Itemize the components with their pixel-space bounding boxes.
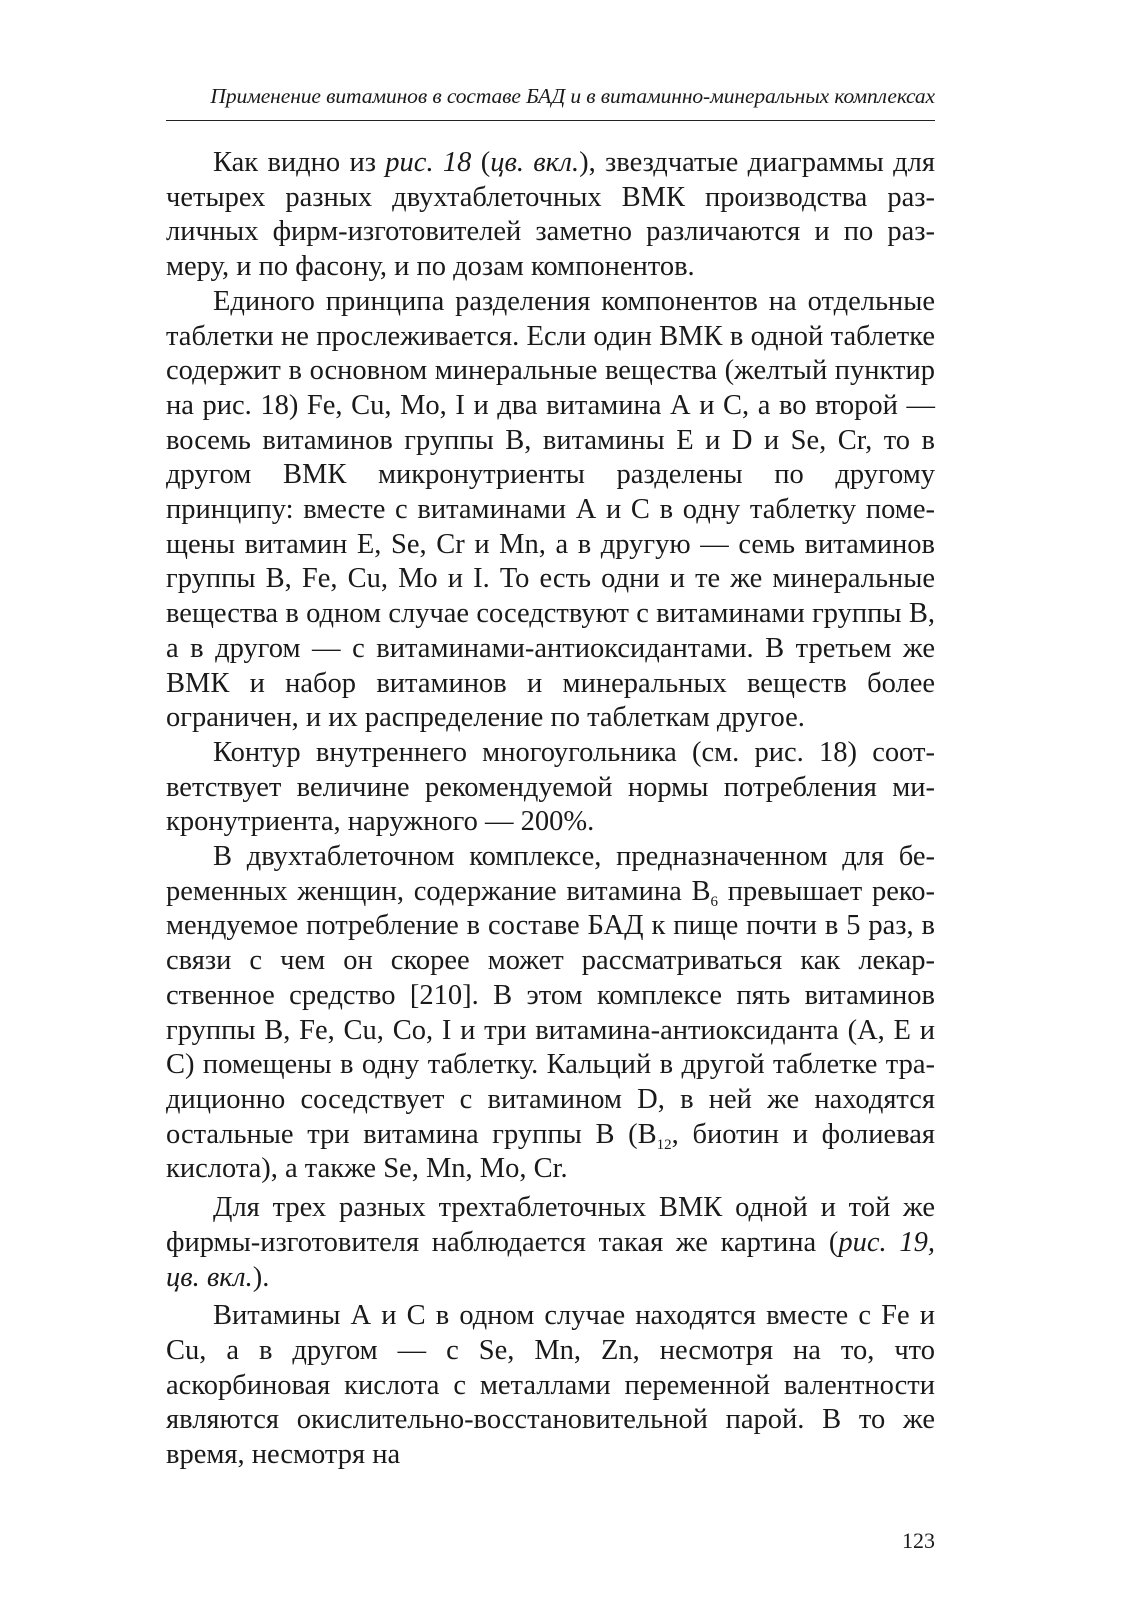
header-rule (166, 120, 935, 121)
paragraph (166, 1191, 935, 1295)
text-run: Витамины А и С в одном случае находятся вместе с Fe и Cu, а в другом — с Se, Mn, Zn, несмотря на то, что аскорбиновая кислота с металлами переменной валентности являются окислительно-восстановительной парой. В то же время, несмотря на (166, 1300, 935, 1471)
text-run: В двухтаблеточном комплексе, предназначенном для беременных женщин, содержание витамина В (166, 841, 935, 907)
subscript: 6 (710, 893, 719, 910)
text-run: Как видно из (213, 147, 386, 178)
italic-reference: рис. 18 (385, 147, 472, 178)
italic-reference: цв. вкл. (490, 147, 580, 178)
running-header: Применение витаминов в составе БАД и в витаминно-минеральных комплексах (210, 84, 935, 108)
body-text (166, 146, 935, 1473)
text-run: Для трех разных трехтаблеточных ВМК одной и той же фирмы-изготовителя наблюдается такая же картина ( (166, 1192, 935, 1258)
paragraph (166, 1299, 935, 1473)
paragraph (166, 736, 935, 840)
text-run: превышает рекомендуемое потребление в составе БАД к пище почти в 5 раз, в связи с чем он скорее может рассматриваться как лекарственное средство [210]. В этом комплексе пять витаминов группы В, Fe, Cu, Co, I и три витамина-антиоксиданта (А, Е и С) помещены в одну таблетку. Кальций в другой таблетке традиционно соседствует с витамином D, в ней же находятся остальные три витамина группы В (В (166, 875, 935, 1150)
text-run: ( (471, 147, 491, 178)
text-run: ), звездчатые диаграммы для четырех разных двухтаблеточных ВМК производства различных фирм-изготовителей заметно различаются и по размеру, и по фасону, и по дозам компонентов. (166, 147, 935, 283)
subscript: 12 (656, 1136, 672, 1153)
paragraph (166, 285, 935, 736)
text-run: Единого принципа разделения компонентов на отдельные таблетки не прослеживается. Если один ВМК в одной таблетке содержит в основном минеральные вещества (желтый пунктир на рис. 18) Fe, Cu, Mo, I и два витамина А и С, а во второй — восемь витаминов группы В, витамины Е и D и Se, Cr, то в другом ВМК микронутриенты разделены по другому принципу: вместе с витаминами А и С в одну таблетку помещены витамин Е, Se, Cr и Mn, а в другую — семь витаминов группы В, Fe, Cu, Mo и I. То есть одни и те же минеральные вещества в одном случае соседствуют с витаминами группы В, а в другом — с витаминами-антиоксидантами. В третьем же ВМК и набор витаминов и минеральных веществ более ограничен, и их распределение по таблеткам другое. (166, 285, 935, 734)
text-run: ). (252, 1261, 270, 1293)
italic-reference: рис. 19, цв. вкл. (166, 1226, 935, 1293)
paragraph (166, 840, 935, 1187)
text-run: Контур внутреннего многоугольника (см. рис. 18) соответствует величине рекомендуемой нормы потребления микронутриента, наружного — 200%. (166, 736, 935, 838)
paragraph (166, 146, 935, 285)
text-run: , биотин и фолиевая кислота), а также Se, Mn, Mo, Cr. (166, 1118, 935, 1185)
page-number: 123 (902, 1528, 935, 1553)
